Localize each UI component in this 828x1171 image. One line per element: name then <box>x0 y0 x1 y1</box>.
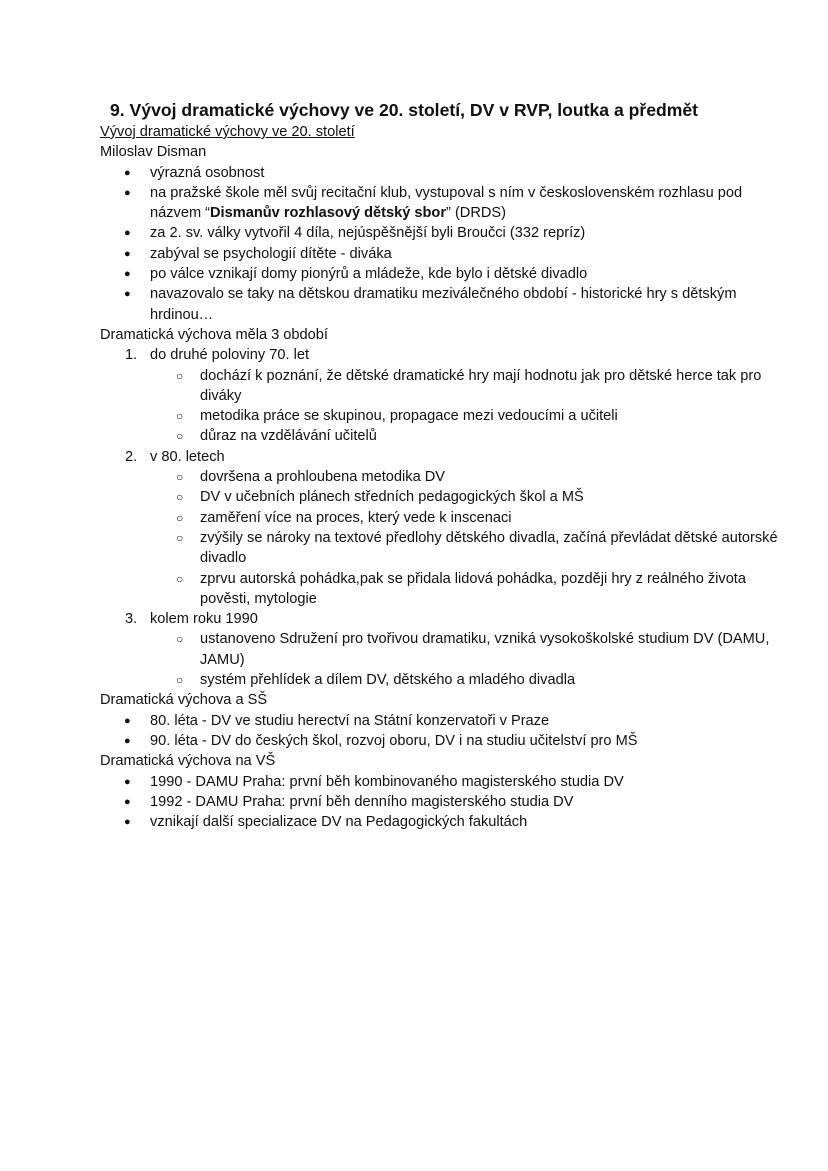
list-item <box>100 183 780 224</box>
vs-list <box>100 772 780 833</box>
section-heading-vs: Dramatická výchova na VŠ <box>100 753 276 770</box>
list-item: ● po válce vznikají domy pionýrů a mládeže, kde bylo i dětské divadlo <box>100 264 780 284</box>
sublist-item: ○ dochází k poznání, že dětské dramatické hry mají hodnotu jak pro dětské herce tak pro diváky <box>150 366 780 407</box>
section-subtitle: Vývoj dramatické výchovy ve 20. století <box>100 124 355 140</box>
document-title: 9. Vývoj dramatické výchovy ve 20. století, DV v RVP, loutka a předmět <box>110 100 699 120</box>
period-label: kolem roku 1990 <box>150 611 258 628</box>
period-sublist <box>150 366 780 447</box>
list-item: ● 90. léta - DV do českých škol, rozvoj oboru, DV i na studiu učitelství pro MŠ <box>100 731 780 751</box>
period-item <box>100 609 780 690</box>
list-item: ● 1990 - DAMU Praha: první běh kombinovaného magisterského studia DV <box>100 772 780 792</box>
period-item <box>100 447 780 609</box>
list-item-bold-text: Dismanův rozhlasový dětský sbor <box>210 205 447 222</box>
ss-list <box>100 711 780 752</box>
list-item: ● 1992 - DAMU Praha: první běh denního magisterského studia DV <box>100 792 780 812</box>
period-number: 1. <box>125 347 138 364</box>
sublist-item: ○ ustanoveno Sdružení pro tvořivou dramatiku, vzniká vysokoškolské studium DV (DAMU, JAMU) <box>150 629 780 670</box>
sublist-item: ○ dovršena a prohloubena metodika DV <box>150 467 780 487</box>
period-number: 2. <box>125 448 138 465</box>
section-heading-disman: Miloslav Disman <box>100 144 207 161</box>
sublist-item: ○ zvýšily se nároky na textové předlohy dětského divadla, začíná převládat dětské autorské divadlo <box>150 528 780 569</box>
period-sublist <box>150 629 780 690</box>
sublist-item: ○ důraz na vzdělávání učitelů <box>150 426 780 446</box>
disman-list <box>100 163 780 325</box>
section-heading-ss: Dramatická výchova a SŠ <box>100 692 268 709</box>
period-label: v 80. letech <box>150 448 225 465</box>
document-page <box>100 98 780 832</box>
period-item <box>100 345 780 446</box>
list-item: ● za 2. sv. války vytvořil 4 díla, nejúspěšnější byli Broučci (332 repríz) <box>100 223 780 243</box>
list-item: ● zabýval se psychologií dítěte - diváka <box>100 244 780 264</box>
list-item: ● výrazná osobnost <box>100 163 780 183</box>
sublist-item: ○ metodika práce se skupinou, propagace mezi vedoucími a učiteli <box>150 406 780 426</box>
sublist-item: ○ DV v učebních plánech středních pedagogických škol a MŠ <box>150 487 780 507</box>
sublist-item: ○ zprvu autorská pohádka,pak se přidala lidová pohádka, později hry z reálného života pověsti, mytologie <box>150 569 780 610</box>
list-item-text: na pražské škole měl svůj recitační klub, vystupoval s ním v československém rozhlasu pod názvem “ <box>150 184 743 222</box>
period-number: 3. <box>125 611 138 628</box>
section-heading-periods: Dramatická výchova měla 3 období <box>100 326 328 343</box>
period-label: do druhé poloviny 70. let <box>150 347 310 364</box>
list-item: ● 80. léta - DV ve studiu herectví na Státní konzervatoři v Praze <box>100 711 780 731</box>
list-item: ● navazovalo se taky na dětskou dramatiku meziválečného období - historické hry s dětským hrdinou… <box>100 284 780 325</box>
period-sublist <box>150 467 780 609</box>
sublist-item: ○ zaměření více na proces, který vede k inscenaci <box>150 508 780 528</box>
sublist-item: ○ systém přehlídek a dílem DV, dětského a mladého divadla <box>150 670 780 690</box>
periods-list <box>100 345 780 690</box>
list-item-text: ” (DRDS) <box>446 205 507 222</box>
list-item: ● vznikají další specializace DV na Pedagogických fakultách <box>100 812 780 832</box>
